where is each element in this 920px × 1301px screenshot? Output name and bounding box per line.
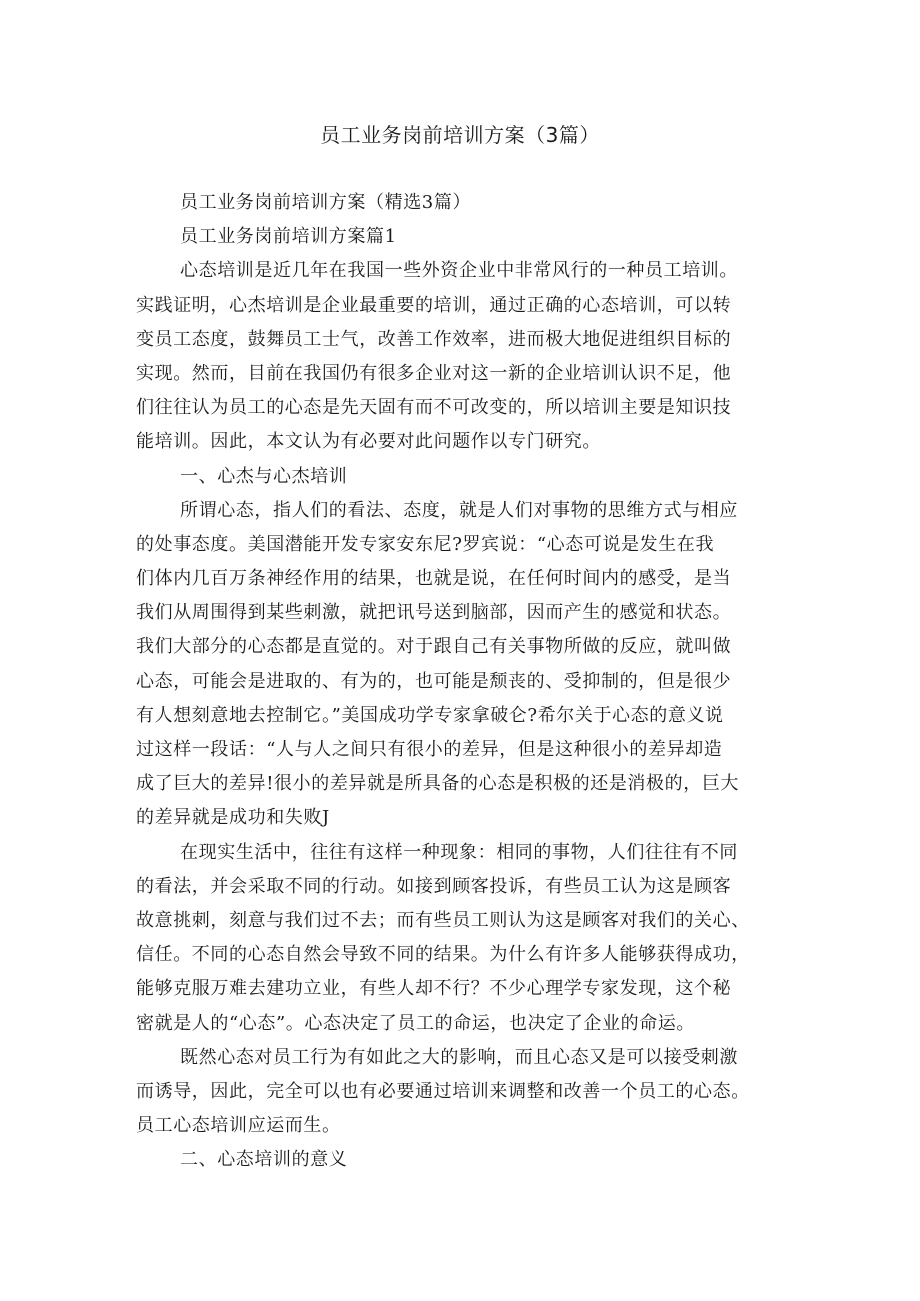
document-body <box>136 186 796 1177</box>
text-line: 变员工态度，鼓舞员工士气，改善工作效率，进而极大地促进组织目标的 <box>136 328 732 350</box>
page-title: 员工业务岗前培训方案（3篇） <box>320 123 600 147</box>
text-line: 们往往认为员工的心态是先天固有而不可改变的，所以培训主要是知识技 <box>136 397 732 419</box>
text-line: 心态培训是近几年在我国一些外资企业中非常风行的一种员工培训。 <box>180 260 738 282</box>
text-line: 而诱导，因此，完全可以也有必要通过培训来调整和改善一个员工的心态。 <box>136 1080 750 1102</box>
text-line: 在现实生活中，往往有这样一种现象：相同的事物，人们往往有不同 <box>180 841 738 863</box>
text-line: 的看法，并会采取不同的行动。如接到顾客投诉，有些员工认为这是顾客 <box>136 875 732 897</box>
text-line: 我们大部分的心态都是直觉的。对于跟自己有关事物所做的反应，就叫做 <box>136 636 732 658</box>
text-line: 实现。然而，目前在我国仍有很多企业对这一新的企业培训认识不足，他 <box>136 362 732 384</box>
text-line: 有人想刻意地去控制它。”美国成功学专家拿破仑?希尔关于心态的意义说 <box>136 704 724 726</box>
text-line: 密就是人的“心态”。心态决定了员工的命运，也决定了企业的命运。 <box>136 1012 696 1034</box>
text-line: 们体内几百万条神经作用的结果，也就是说，在任何时间内的感受，是当 <box>136 568 732 590</box>
text-line: 心态，可能会是进取的、有为的，也可能是颓丧的、受抑制的，但是很少 <box>136 670 732 692</box>
text-line: 的差异就是成功和失败J <box>136 807 330 829</box>
text-line: 能培训。因此，本文认为有必要对此问题作以专门研究。 <box>136 431 601 453</box>
text-line: 信任。不同的心态自然会导致不同的结果。为什么有许多人能够获得成功， <box>136 944 750 966</box>
text-line: 二、心态培训的意义 <box>180 1149 348 1171</box>
text-line: 员工业务岗前培训方案（精选3篇） <box>180 192 472 213</box>
text-line: 一、心杰与心杰培训 <box>180 465 348 487</box>
text-line: 我们从周围得到某些刺激，就把讯号送到脑部，因而产生的感觉和状态。 <box>136 602 732 624</box>
text-line: 实践证明，心杰培训是企业最重要的培训，通过正确的心态培训，可以转 <box>136 294 732 316</box>
text-line: 既然心态对员工行为有如此之大的影响，而且心态又是可以接受刺激 <box>180 1046 738 1068</box>
text-line: 能够克服万难去建功立业，有些人却不行？不少心理学专家发现，这个秘 <box>136 978 732 1000</box>
text-line: 的处事态度。美国潜能开发专家安东尼?罗宾说：“心态可说是发生在我 <box>136 533 715 555</box>
text-line: 员工业务岗前培训方案篇1 <box>180 226 397 248</box>
text-line: 员工心态培训应运而生。 <box>136 1115 341 1137</box>
text-line: 所谓心态，指人们的看法、态度，就是人们对事物的思维方式与相应 <box>180 499 738 521</box>
text-line: 成了巨大的差异!很小的差异就是所具备的心态是积极的还是消极的，巨大 <box>136 773 740 795</box>
text-line: 故意挑刺，刻意与我们过不去；而有些员工则认为这是顾客对我们的关心、 <box>136 909 750 931</box>
text-line: 过这样一段话：“人与人之间只有很小的差异，但是这种很小的差异却造 <box>136 739 723 760</box>
